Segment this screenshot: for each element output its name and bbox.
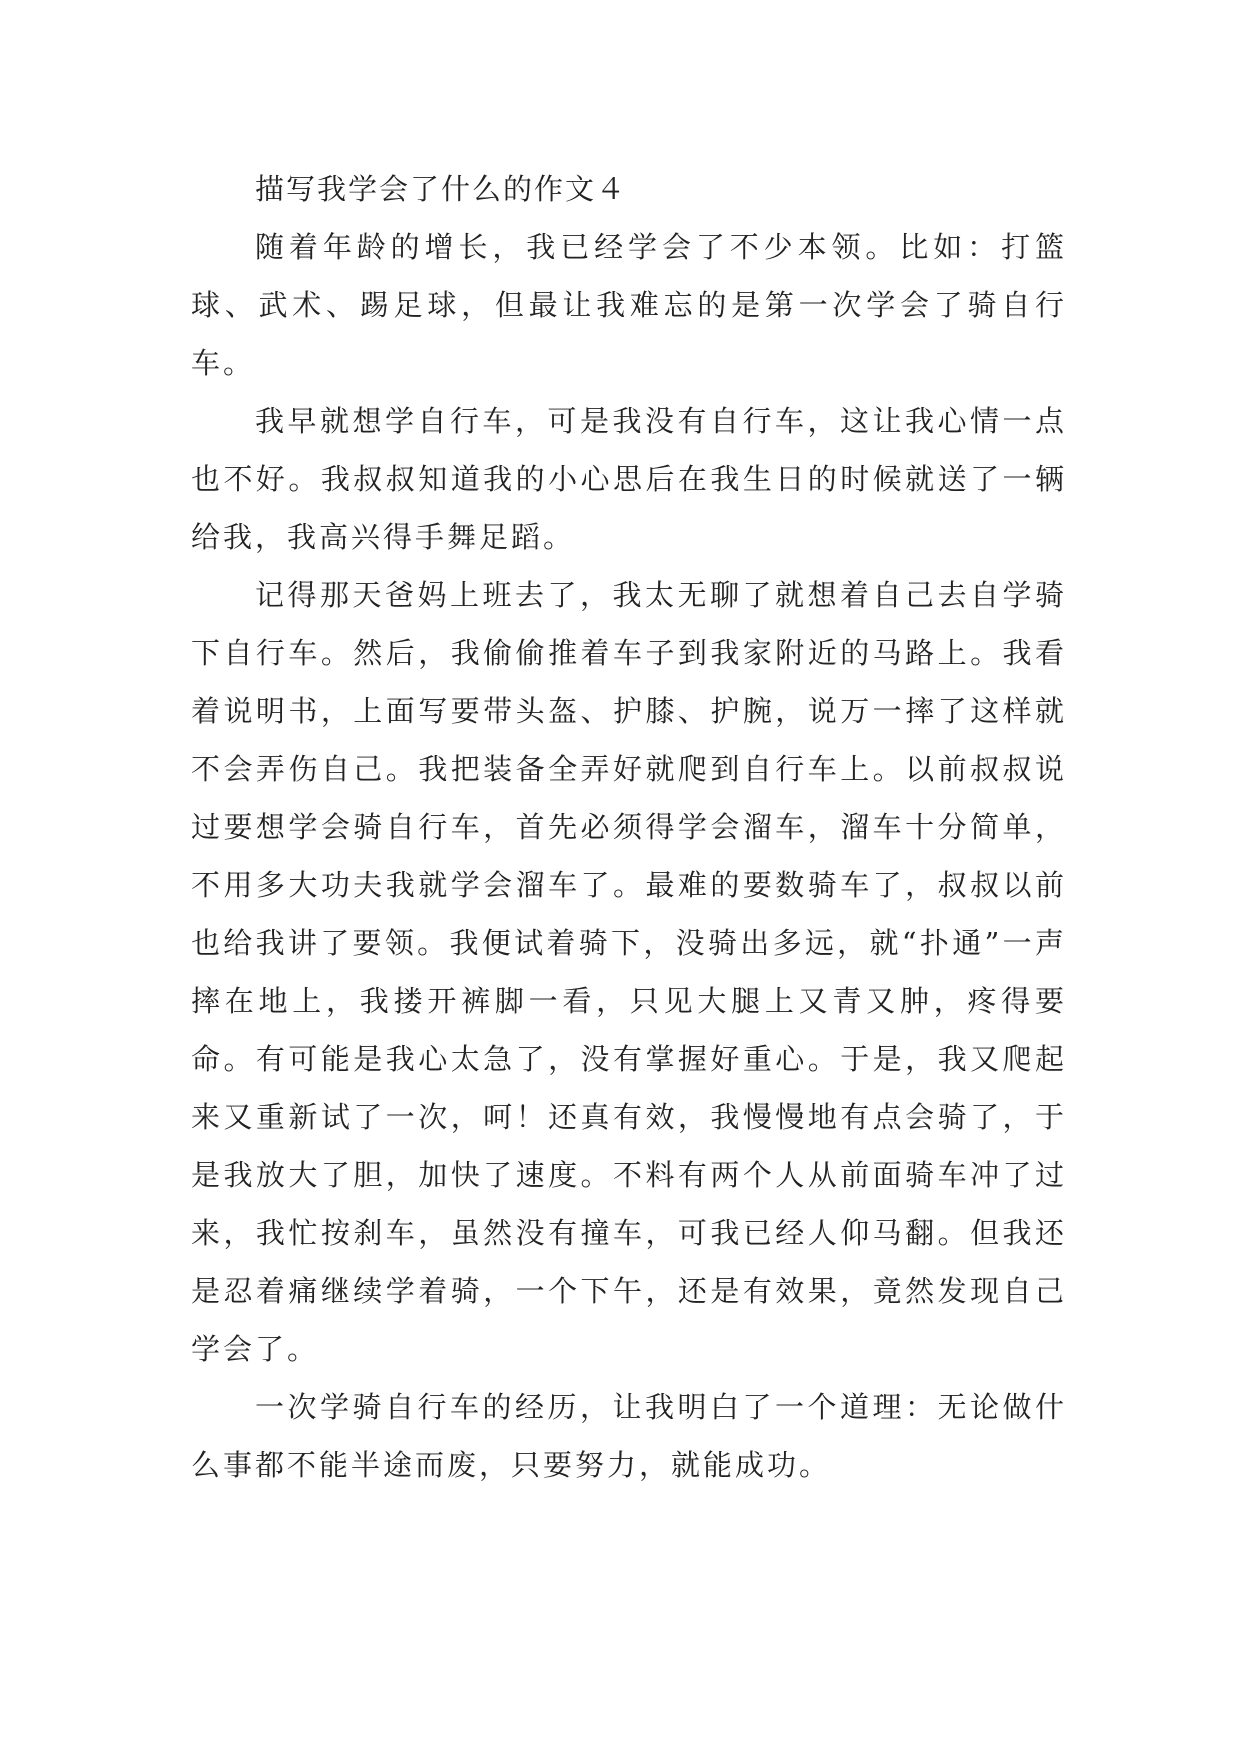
document-title: 描写我学会了什么的作文４: [255, 172, 628, 206]
paragraph-3: 记得那天爸妈上班去了，我太无聊了就想着自己去自学骑下自行车。然后，我偷偷推着车子到我家附近的马路上。我看着说明书，上面写要带头盔、护膝、护腕，说万一摔了这样就不会弄伤自己。我把装备全弄好就爬到自行车上。以前叔叔说过要想学会骑自行车，首先必须得学会溜车，溜车十分简单，不用多大功夫我就学会溜车了。最难的要数骑车了，叔叔以前也给我讲了要领。我便试着骑下，没骑出多远，就“扑通”一声摔在地上，我搂开裤脚一看，只见大腿上又青又肿，疼得要命。有可能是我心太急了，没有掌握好重心。于是，我又爬起来又重新试了一次，呵！还真有效，我慢慢地有点会骑了，于是我放大了胆，加快了速度。不料有两个人从前面骑车冲了过来，我忙按刹车，虽然没有撞车，可我已经人仰马翻。但我还是忍着痛继续学着骑，一个下午，还是有效果，竟然发现自己学会了。: [191, 578, 1067, 1366]
paragraph-1: 随着年龄的增长，我已经学会了不少本领。比如：打篮球、武术、踢足球，但最让我难忘的是第一次学会了骑自行车。: [191, 230, 1067, 380]
paragraph-2: 我早就想学自行车，可是我没有自行车，这让我心情一点也不好。我叔叔知道我的小心思后在我生日的时候就送了一辆给我，我高兴得手舞足蹈。: [191, 404, 1067, 554]
paragraph-4: 一次学骑自行车的经历，让我明白了一个道理：无论做什么事都不能半途而废，只要努力，就能成功。: [191, 1390, 1067, 1482]
document-body: [191, 160, 1067, 1494]
